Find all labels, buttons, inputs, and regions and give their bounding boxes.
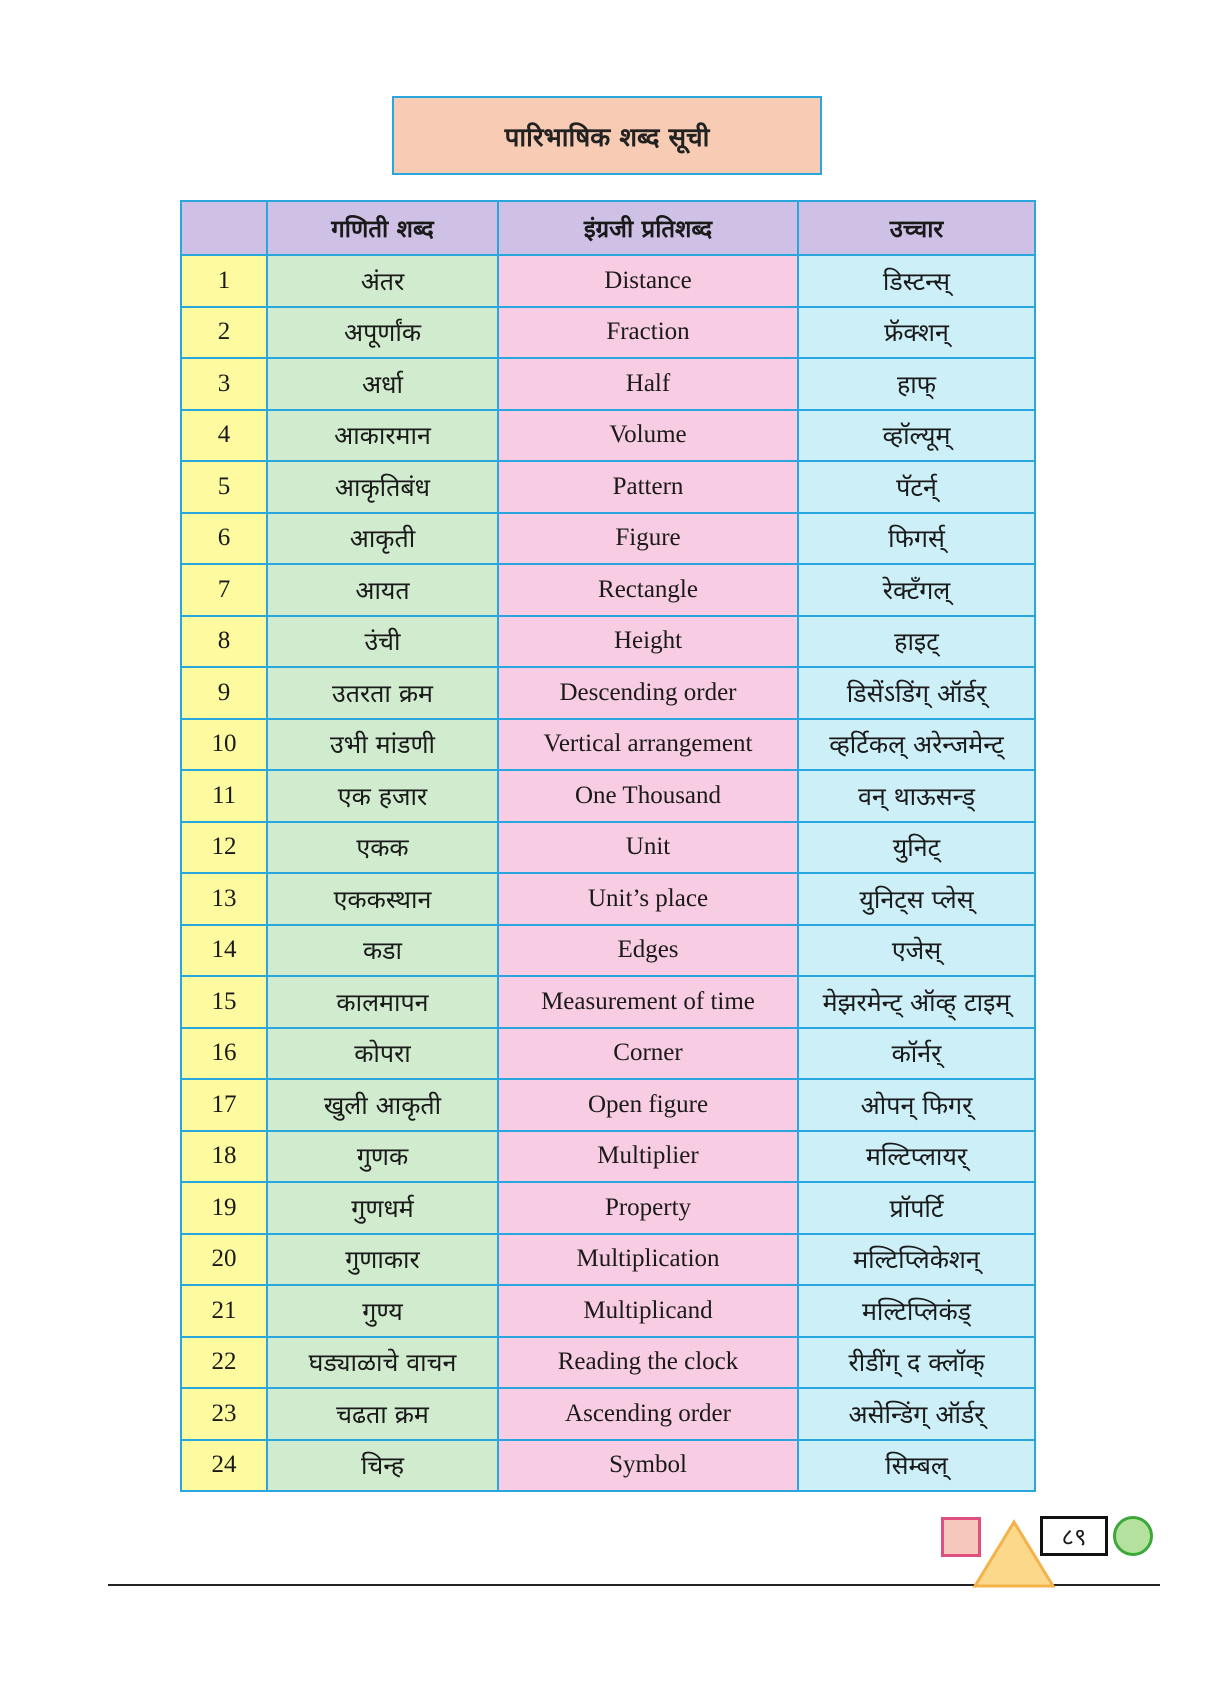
row-number: 16 (181, 1028, 267, 1080)
marathi-term: एक हजार (267, 770, 498, 822)
pronunciation: एजेस् (798, 925, 1035, 977)
page-number: ८९ (1040, 1516, 1108, 1556)
marathi-term: आयत (267, 564, 498, 616)
marathi-term: कोपरा (267, 1028, 498, 1080)
header-number (181, 201, 267, 255)
header-marathi-term: गणिती शब्द (267, 201, 498, 255)
table-row (181, 873, 1035, 925)
english-equivalent: Corner (498, 1028, 798, 1080)
english-equivalent: Multiplier (498, 1131, 798, 1183)
table-row (181, 1028, 1035, 1080)
table-row (181, 513, 1035, 565)
table-row (181, 461, 1035, 513)
row-number: 6 (181, 513, 267, 565)
glossary-table (180, 200, 1036, 1492)
row-number: 10 (181, 719, 267, 771)
english-equivalent: Height (498, 616, 798, 668)
english-equivalent: Volume (498, 410, 798, 462)
row-number: 18 (181, 1131, 267, 1183)
table-row (181, 616, 1035, 668)
marathi-term: घड्याळाचे वाचन (267, 1337, 498, 1389)
green-circle-shape (1113, 1516, 1153, 1556)
english-equivalent: Ascending order (498, 1388, 798, 1440)
pronunciation: वन् थाऊसन्ड् (798, 770, 1035, 822)
row-number: 3 (181, 358, 267, 410)
english-equivalent: Property (498, 1182, 798, 1234)
row-number: 4 (181, 410, 267, 462)
table-row (181, 770, 1035, 822)
english-equivalent: Rectangle (498, 564, 798, 616)
marathi-term: कडा (267, 925, 498, 977)
row-number: 22 (181, 1337, 267, 1389)
english-equivalent: Pattern (498, 461, 798, 513)
english-equivalent: Measurement of time (498, 976, 798, 1028)
table-row (181, 255, 1035, 307)
pronunciation: प्रॉपर्टि (798, 1182, 1035, 1234)
table-row (181, 1079, 1035, 1131)
pronunciation: मल्टिप्लिकंड् (798, 1285, 1035, 1337)
row-number: 2 (181, 307, 267, 359)
pronunciation: रेक्टँगल् (798, 564, 1035, 616)
pronunciation: ओपन् फिगर् (798, 1079, 1035, 1131)
english-equivalent: Figure (498, 513, 798, 565)
pronunciation: व्हर्टिकल् अरेन्जमेन्ट् (798, 719, 1035, 771)
pronunciation: फिगर्स् (798, 513, 1035, 565)
marathi-term: उतरता क्रम (267, 667, 498, 719)
pronunciation: व्हॉल्यूम् (798, 410, 1035, 462)
pronunciation: मेझरमेन्ट् ऑव्ह् टाइम् (798, 976, 1035, 1028)
marathi-term: गुण्य (267, 1285, 498, 1337)
english-equivalent: Fraction (498, 307, 798, 359)
table-row (181, 667, 1035, 719)
marathi-term: गुणधर्म (267, 1182, 498, 1234)
marathi-term: अर्धा (267, 358, 498, 410)
marathi-term: गुणाकार (267, 1234, 498, 1286)
row-number: 21 (181, 1285, 267, 1337)
english-equivalent: Multiplicand (498, 1285, 798, 1337)
table-row (181, 564, 1035, 616)
marathi-term: एककस्थान (267, 873, 498, 925)
row-number: 9 (181, 667, 267, 719)
row-number: 12 (181, 822, 267, 874)
marathi-term: आकृती (267, 513, 498, 565)
pronunciation: डिस्टन्स् (798, 255, 1035, 307)
pronunciation: असेन्डिंग् ऑर्डर् (798, 1388, 1035, 1440)
row-number: 15 (181, 976, 267, 1028)
pronunciation: युनिट् (798, 822, 1035, 874)
table-row (181, 307, 1035, 359)
pronunciation: रीडींग् द क्लॉक् (798, 1337, 1035, 1389)
english-equivalent: One Thousand (498, 770, 798, 822)
marathi-term: अपूर्णांक (267, 307, 498, 359)
row-number: 7 (181, 564, 267, 616)
marathi-term: उंची (267, 616, 498, 668)
table-row (181, 1388, 1035, 1440)
header-row (181, 201, 1035, 255)
english-equivalent: Half (498, 358, 798, 410)
marathi-term: कालमापन (267, 976, 498, 1028)
marathi-term: आकारमान (267, 410, 498, 462)
row-number: 14 (181, 925, 267, 977)
marathi-term: गुणक (267, 1131, 498, 1183)
marathi-term: चिन्ह (267, 1440, 498, 1492)
marathi-term: अंतर (267, 255, 498, 307)
english-equivalent: Unit (498, 822, 798, 874)
table-row (181, 822, 1035, 874)
table-row (181, 1234, 1035, 1286)
pronunciation: सिम्बल् (798, 1440, 1035, 1492)
pronunciation: पॅटर्न् (798, 461, 1035, 513)
pronunciation: कॉर्नर् (798, 1028, 1035, 1080)
table-row (181, 410, 1035, 462)
table-row (181, 719, 1035, 771)
table-row (181, 1131, 1035, 1183)
glossary-title: पारिभाषिक शब्द सूची (392, 96, 822, 175)
pronunciation: मल्टिप्लायर् (798, 1131, 1035, 1183)
marathi-term: खुली आकृती (267, 1079, 498, 1131)
header-english-equivalent: इंग्रजी प्रतिशब्द (498, 201, 798, 255)
marathi-term: एकक (267, 822, 498, 874)
marathi-term: उभी मांडणी (267, 719, 498, 771)
row-number: 1 (181, 255, 267, 307)
table-row (181, 1285, 1035, 1337)
pronunciation: फ्रॅक्शन् (798, 307, 1035, 359)
row-number: 8 (181, 616, 267, 668)
pronunciation: युनिट्स प्लेस् (798, 873, 1035, 925)
row-number: 17 (181, 1079, 267, 1131)
row-number: 19 (181, 1182, 267, 1234)
row-number: 24 (181, 1440, 267, 1492)
row-number: 11 (181, 770, 267, 822)
pronunciation: मल्टिप्लिकेशन् (798, 1234, 1035, 1286)
marathi-term: चढता क्रम (267, 1388, 498, 1440)
pronunciation: हाइट् (798, 616, 1035, 668)
english-equivalent: Descending order (498, 667, 798, 719)
row-number: 20 (181, 1234, 267, 1286)
english-equivalent: Multiplication (498, 1234, 798, 1286)
english-equivalent: Reading the clock (498, 1337, 798, 1389)
table-row (181, 925, 1035, 977)
english-equivalent: Unit’s place (498, 873, 798, 925)
pronunciation: हाफ् (798, 358, 1035, 410)
table-row (181, 1182, 1035, 1234)
marathi-term: आकृतिबंध (267, 461, 498, 513)
table-row (181, 358, 1035, 410)
row-number: 13 (181, 873, 267, 925)
english-equivalent: Symbol (498, 1440, 798, 1492)
row-number: 5 (181, 461, 267, 513)
row-number: 23 (181, 1388, 267, 1440)
table-row (181, 1440, 1035, 1492)
english-equivalent: Open figure (498, 1079, 798, 1131)
pronunciation: डिसेंऽडिंग् ऑर्डर् (798, 667, 1035, 719)
english-equivalent: Edges (498, 925, 798, 977)
header-pronunciation: उच्चार (798, 201, 1035, 255)
english-equivalent: Distance (498, 255, 798, 307)
table-row (181, 976, 1035, 1028)
english-equivalent: Vertical arrangement (498, 719, 798, 771)
table-row (181, 1337, 1035, 1389)
